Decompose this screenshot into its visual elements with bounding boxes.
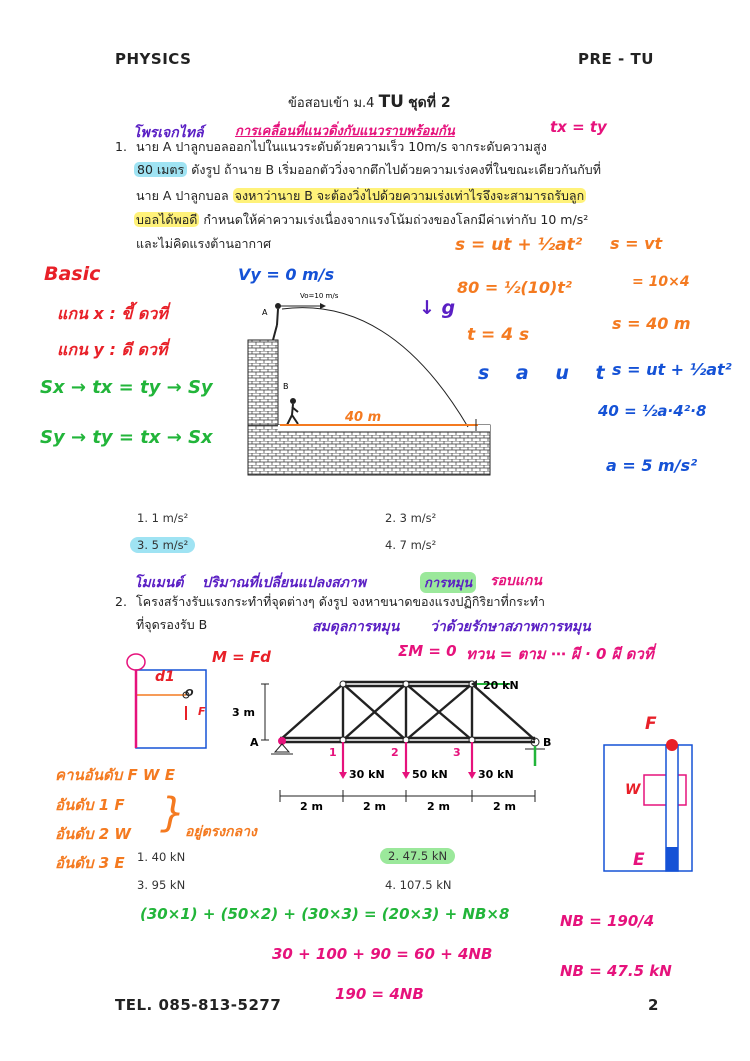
- lever-brace-icon: }: [160, 790, 186, 836]
- q2-topic-detail: ปริมาณที่เปลี่ยนแปลงสภาพ: [202, 575, 366, 591]
- eq2: 80 = ½(10)t²: [457, 278, 572, 297]
- r4: s = ut + ½at²: [612, 360, 732, 379]
- q2-option-2-selected[interactable]: 2. 47.5 kN: [380, 848, 455, 864]
- q1-option-4[interactable]: 4. 7 m/s²: [385, 538, 437, 552]
- q2-line2: ที่จุดรองรับ B: [136, 617, 208, 632]
- point-1-note: 1: [329, 746, 337, 759]
- truss-figure: [232, 672, 570, 817]
- lever-sketch: [598, 735, 718, 880]
- axis-y-note: แกน y : ดี ดวที่: [57, 340, 168, 359]
- eq1: s = ut + ½at²: [455, 235, 583, 255]
- d1-label: d1: [155, 669, 175, 685]
- span-1: 2 m: [300, 800, 323, 813]
- point-2-note: 2: [391, 746, 399, 759]
- distance-label: 40 m: [345, 410, 382, 425]
- f-label: F: [198, 705, 206, 718]
- lever-w-label: W: [625, 782, 641, 798]
- r2: = 10×4: [632, 274, 690, 290]
- load-1: 30 kN: [349, 768, 385, 781]
- q1-topic-detail: การเคลื่อนที่แนวดิ่งกับแนวราบพร้อมกัน: [235, 124, 455, 139]
- q1-number: 1.: [115, 139, 127, 154]
- lever-f-label: F: [645, 714, 657, 734]
- q1-line5: และไม่คิดแรงต้านอากาศ: [136, 236, 272, 251]
- q2-number: 2.: [115, 594, 127, 609]
- q1-height-highlight: 80 เมตร: [134, 162, 187, 177]
- label-a: A: [262, 308, 268, 317]
- load-3: 30 kN: [478, 768, 514, 781]
- span-4: 2 m: [493, 800, 516, 813]
- sum-moment-note: ΣM = 0: [398, 642, 457, 660]
- title-suffix: ชุดที่ 2: [408, 95, 451, 111]
- q2-topic-note: โมเมนต์: [134, 575, 184, 591]
- lever-class-1: อันดับ 1 F: [55, 796, 125, 814]
- sayt-note: s a u t: [478, 362, 615, 384]
- person-a: [275, 303, 281, 309]
- calc-line-1: (30×1) + (50×2) + (30×3) = (20×3) + NB×8: [140, 905, 510, 923]
- nb-calc-2: NB = 47.5 kN: [560, 962, 672, 980]
- q2-option-1[interactable]: 1. 40 kN: [137, 850, 186, 864]
- vy-note: Vy = 0 m/s: [238, 265, 335, 284]
- basic-note: Basic: [44, 263, 101, 285]
- equil-note-2: ว่าด้วยรักษาสภาพการหมุน: [430, 619, 591, 635]
- g-note: ↓ g: [419, 297, 456, 319]
- q1-line2: [134, 159, 601, 181]
- q2-topic-highlight: การหมุน: [420, 572, 476, 593]
- r6: a = 5 m/s²: [606, 456, 698, 475]
- r5: 40 = ½a·4²·8: [598, 402, 707, 420]
- q2-line1: โครงสร้างรับแรงกระทำที่จุดต่างๆ ดังรูป จงหาขนาดของแรงปฏิกิริยาที่กระทำ: [136, 594, 545, 609]
- nb-calc-1: NB = 190/4: [560, 912, 655, 930]
- calc-line-2: 30 + 100 + 90 = 60 + 4NB: [272, 945, 493, 963]
- footer-phone: TEL. 085-813-5277: [115, 996, 282, 1014]
- lever-e-label: E: [633, 850, 645, 870]
- ground-surface: [278, 425, 490, 432]
- label-b: B: [283, 382, 289, 391]
- person-b: [290, 398, 296, 404]
- q1-line2-text: ดังรูป ถ้านาย B เริ่มออกตัววิ่งจากตึกไปด้วยความเร่งคงที่ในขณะเดียวกันกับที่: [191, 162, 601, 177]
- q1-t-equal: tx = ty: [550, 118, 607, 136]
- r1: s = vt: [610, 234, 663, 253]
- height-label: 3 m: [232, 706, 255, 719]
- lever-middle-note: อยู่ตรงกลาง: [185, 824, 257, 840]
- q1-topic-note: โพรเจกไทล์: [133, 125, 204, 141]
- q2-topic-end: รอบแกน: [490, 573, 542, 589]
- q1-line3-text: นาย A ปาลูกบอล: [136, 188, 229, 203]
- calc-line-3: 190 = 4NB: [335, 985, 424, 1003]
- truss-label-a: A: [250, 736, 259, 749]
- chain-x-note: Sx → tx = ty → Sy: [40, 377, 213, 398]
- q2-option-4[interactable]: 4. 107.5 kN: [385, 878, 452, 892]
- title-brand: TU: [378, 92, 404, 112]
- q1-line4-text: กำหนดให้ค่าความเร่งเนื่องจากแรงโน้มถ่วงของโลกมีค่าเท่ากับ 10 m/s²: [203, 212, 589, 227]
- truss-label-b: B: [543, 736, 552, 749]
- axis-x-note: แกน x : ขี้ ดวที่: [57, 304, 168, 323]
- q1-line3: [136, 185, 586, 207]
- load-2: 50 kN: [412, 768, 448, 781]
- q1-question-highlight: จงหาว่านาย B จะต้องวิ่งไปด้วยความเร่งเท่าไรจึงจะสามารถรับลูก: [234, 188, 585, 203]
- q1-option-2[interactable]: 2. 3 m/s²: [385, 511, 437, 525]
- lever-class-note: คานอันดับ F W E: [55, 766, 175, 784]
- chain-y-note: Sy → ty = tx → Sx: [40, 427, 213, 448]
- q1-line4: [134, 209, 588, 231]
- q1-question-highlight-2: บอลได้พอดี: [136, 212, 198, 227]
- point-3-note: 3: [453, 746, 461, 759]
- lever-class-2: อันดับ 2 W: [55, 825, 131, 843]
- span-3: 2 m: [427, 800, 450, 813]
- r3: s = 40 m: [612, 314, 691, 333]
- span-2: 2 m: [363, 800, 386, 813]
- lever-class-3: อันดับ 3 E: [55, 854, 125, 872]
- velocity-label: Vo=10 m/s: [300, 292, 339, 300]
- moment-sketch: [110, 640, 220, 760]
- o-label: O: [185, 688, 194, 699]
- header-course: PRE - TU: [578, 50, 654, 68]
- q1-option-3-selected[interactable]: 3. 5 m/s²: [130, 537, 195, 553]
- title-prefix: ข้อสอบเข้า ม.4: [288, 96, 375, 111]
- page-title: [288, 92, 451, 114]
- force-top-label: 20 kN: [483, 679, 519, 692]
- q1-line1: นาย A ปาลูกบอลออกไปในแนวระดับด้วยความเร็ว 10m/s จากระดับความสูง: [136, 139, 547, 154]
- eq3: t = 4 s: [467, 325, 530, 345]
- q2-option-3[interactable]: 3. 95 kN: [137, 878, 186, 892]
- equil-note-1: สมดุลการหมุน: [312, 619, 400, 635]
- header-subject: PHYSICS: [115, 50, 192, 68]
- sum-cw-note: ทวน = ตาม ⋯ ผี · 0 ผี ดวที่: [466, 645, 654, 663]
- q1-option-1[interactable]: 1. 1 m/s²: [137, 511, 189, 525]
- page-number: 2: [648, 996, 659, 1014]
- moment-eq: M = Fd: [212, 648, 271, 666]
